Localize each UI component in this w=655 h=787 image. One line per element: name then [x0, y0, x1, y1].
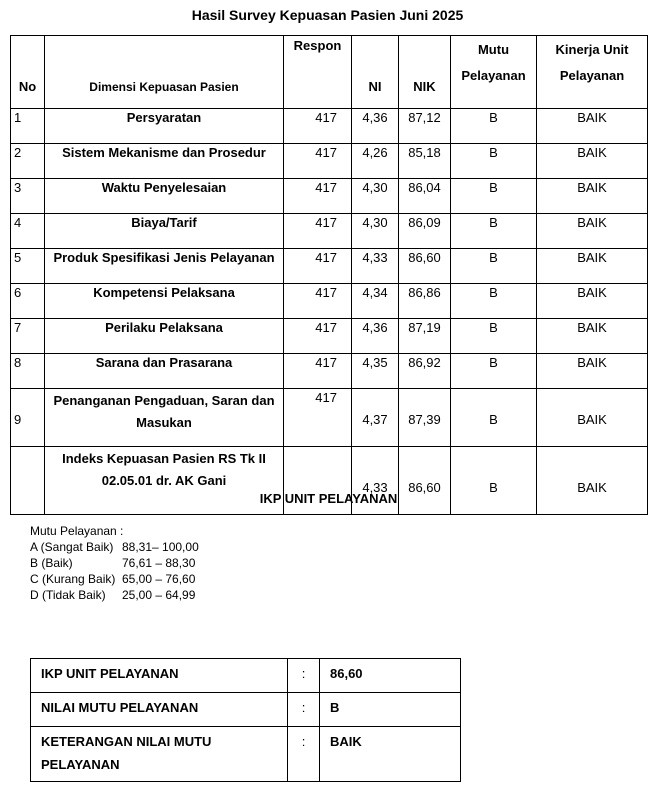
summary-label: KETERANGAN NILAI MUTU PELAYANAN [31, 727, 288, 782]
legend-item [30, 555, 199, 571]
cell-mutu: B [451, 284, 537, 319]
cell-nik: 86,09 [399, 214, 451, 249]
table-row [11, 389, 648, 447]
cell-ni: 4,30 [352, 179, 399, 214]
cell-dimensi: Kompetensi Pelaksana [45, 284, 284, 319]
header-no: No [11, 36, 45, 109]
legend-heading: Mutu Pelayanan : [30, 524, 124, 538]
legend-label: D (Tidak Baik) [30, 588, 106, 602]
cell-nik: 87,19 [399, 319, 451, 354]
cell-ni: 4,37 [352, 389, 399, 447]
header-kinerja: Kinerja Unit Pelayanan [537, 36, 648, 109]
legend-item [30, 587, 199, 603]
cell-dimensi: Sarana dan Prasarana [45, 354, 284, 389]
cell-no: 3 [11, 179, 45, 214]
header-respon: Respon [284, 36, 352, 109]
cell-kinerja: BAIK [537, 214, 648, 249]
cell-nik: 86,04 [399, 179, 451, 214]
cell-respon: 417 [284, 319, 352, 354]
legend-item [30, 571, 199, 587]
cell-no: 4 [11, 214, 45, 249]
header-nik: NIK [399, 36, 451, 109]
cell-ni: 4,36 [352, 109, 399, 144]
cell-mutu: B [451, 249, 537, 284]
cell-ni: 4,34 [352, 284, 399, 319]
cell-no: 8 [11, 354, 45, 389]
cell-ni: 4,36 [352, 319, 399, 354]
cell-respon: 417 [284, 109, 352, 144]
survey-table [10, 35, 648, 515]
cell-respon: 417 [284, 214, 352, 249]
header-ni: NI [352, 36, 399, 109]
cell-no: 5 [11, 249, 45, 284]
cell-kinerja: BAIK [537, 109, 648, 144]
summary-colon: : [288, 727, 320, 782]
cell-nik: 86,86 [399, 284, 451, 319]
table-row [11, 179, 648, 214]
page-title: Hasil Survey Kepuasan Pasien Juni 2025 [191, 7, 464, 23]
legend-range: 76,61 – 88,30 [122, 556, 196, 570]
cell-kinerja: BAIK [537, 354, 648, 389]
cell-respon: 417 [284, 354, 352, 389]
cell-no: 9 [11, 389, 45, 447]
summary-table [30, 658, 461, 782]
cell-kinerja: BAIK [537, 389, 648, 447]
table-row [11, 284, 648, 319]
mutu-legend [30, 523, 199, 603]
cell-respon: 417 [284, 179, 352, 214]
table-header-row [11, 36, 648, 109]
cell-dimensi: Persyaratan [45, 109, 284, 144]
cell-respon: 417 [284, 284, 352, 319]
cell-no: 2 [11, 144, 45, 179]
cell-mutu: B [451, 109, 537, 144]
section-subtitle: IKP UNIT PELAYANAN [259, 491, 398, 506]
cell-kinerja: BAIK [537, 319, 648, 354]
summary-colon: : [288, 693, 320, 727]
cell-respon: 417 [284, 144, 352, 179]
cell-ni: 4,26 [352, 144, 399, 179]
cell-respon: 417 [284, 249, 352, 284]
summary-label: IKP UNIT PELAYANAN [31, 659, 288, 693]
index-kinerja: BAIK [537, 447, 648, 515]
table-row [11, 144, 648, 179]
cell-no: 7 [11, 319, 45, 354]
table-row [11, 249, 648, 284]
summary-value: 86,60 [320, 659, 461, 693]
summary-label: NILAI MUTU PELAYANAN [31, 693, 288, 727]
legend-label: B (Baik) [30, 556, 73, 570]
summary-value: BAIK [320, 727, 461, 782]
cell-nik: 87,12 [399, 109, 451, 144]
summary-row [31, 659, 461, 693]
table-row [11, 109, 648, 144]
cell-ni: 4,35 [352, 354, 399, 389]
header-dimensi: Dimensi Kepuasan Pasien [45, 36, 284, 109]
legend-label: A (Sangat Baik) [30, 540, 114, 554]
cell-no: 1 [11, 109, 45, 144]
cell-kinerja: BAIK [537, 249, 648, 284]
summary-row [31, 693, 461, 727]
cell-nik: 87,39 [399, 389, 451, 447]
cell-mutu: B [451, 144, 537, 179]
index-ni: 4,33 [352, 447, 399, 515]
cell-dimensi: Waktu Penyelesaian [45, 179, 284, 214]
cell-kinerja: BAIK [537, 284, 648, 319]
legend-item [30, 539, 199, 555]
cell-kinerja: BAIK [537, 179, 648, 214]
cell-mutu: B [451, 389, 537, 447]
cell-kinerja: BAIK [537, 144, 648, 179]
cell-dimensi: Produk Spesifikasi Jenis Pelayanan [45, 249, 284, 284]
summary-row [31, 727, 461, 782]
index-nik: 86,60 [399, 447, 451, 515]
summary-value: B [320, 693, 461, 727]
table-row [11, 319, 648, 354]
summary-colon: : [288, 659, 320, 693]
cell-dimensi: Penanganan Pengaduan, Saran dan Masukan [45, 389, 284, 447]
legend-range: 88,31– 100,00 [122, 540, 199, 554]
cell-nik: 85,18 [399, 144, 451, 179]
cell-no: 6 [11, 284, 45, 319]
index-mutu: B [451, 447, 537, 515]
cell-dimensi: Sistem Mekanisme dan Prosedur [45, 144, 284, 179]
header-mutu: Mutu Pelayanan [451, 36, 537, 109]
cell-dimensi: Perilaku Pelaksana [45, 319, 284, 354]
index-dimensi: Indeks Kepuasan Pasien RS Tk II 02.05.01 dr. AK Gani [45, 447, 284, 515]
cell-mutu: B [451, 354, 537, 389]
table-row [11, 214, 648, 249]
cell-ni: 4,30 [352, 214, 399, 249]
cell-dimensi: Biaya/Tarif [45, 214, 284, 249]
cell-nik: 86,92 [399, 354, 451, 389]
cell-nik: 86,60 [399, 249, 451, 284]
table-row [11, 354, 648, 389]
cell-mutu: B [451, 179, 537, 214]
cell-mutu: B [451, 214, 537, 249]
legend-range: 25,00 – 64,99 [122, 588, 196, 602]
cell-respon: 417 [284, 389, 352, 447]
cell-ni: 4,33 [352, 249, 399, 284]
legend-label: C (Kurang Baik) [30, 572, 116, 586]
legend-range: 65,00 – 76,60 [122, 572, 196, 586]
cell-mutu: B [451, 319, 537, 354]
